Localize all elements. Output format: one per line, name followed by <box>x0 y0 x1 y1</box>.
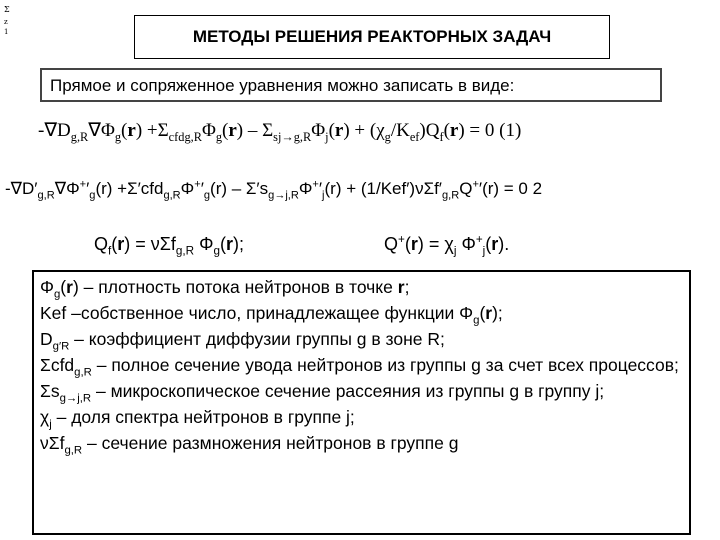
intro-text: Прямое и сопряженное уравнения можно записать в виде: <box>40 68 662 102</box>
definition-kef: Kef –собственное число, принадлежащее функции $\Phi_g(r)$; <box>40 303 503 327</box>
page-title: МЕТОДЫ РЕШЕНИЯ РЕАКТОРНЫХ ЗАДАЧ <box>134 15 610 59</box>
equation-number-1: (1) <box>499 120 522 141</box>
equation-direct: $-\nabla D_{g,R}\nabla\Phi_g(r) +\Sigma_{cfdg,R}\Phi_g(r) - \Sigma_{sj\to g,R}\Phi_j(r) + (\chi_g/K_{ef})Q_f(r) = 0$ (1) <box>38 120 522 144</box>
definition-scattering: $\Sigma s_{g\to j,R}$ – микроскопическое сечение рассеяния из группы g в группу j; <box>40 381 605 405</box>
definition-diffusion: $D_{g'R}$ – коэффициент диффузии группы g в зоне R; <box>40 329 445 353</box>
corner-mark <box>2 2 16 42</box>
definition-spectrum: $\chi_j$ – доля спектра нейтронов в группе j; <box>40 407 355 431</box>
svg-text:Σ: Σ <box>4 5 10 14</box>
definition-removal: Σcfd$_{g,R}$ – полное сечение увода нейтронов из группы g за счет всех процессов; <box>40 355 679 379</box>
definition-fission: νΣf$_{g,R}$ – сечение размножения нейтронов в группе g <box>40 433 459 457</box>
svg-text:1: 1 <box>4 28 9 36</box>
equation-number-2: 2 <box>532 179 543 198</box>
definition-flux: $\Phi_g(r)$ – плотность потока нейтронов в точке r; <box>40 277 410 301</box>
fission-source: $Q_f(r) = \nu\Sigma f_{g,R}$ $\Phi_g(r)$; <box>94 234 245 258</box>
equation-adjoint: $-\nabla D'_{g,R}\nabla\Phi^+'_g(r) +\Sigma'cfd_{g,R}\Phi^+'_g(r) - \Sigma's_{g\to j,R}\Phi^+'_j(r) + (1/Kef')\nu\Sigma f'_{g,R}Q^+'(r) = 0$ 2 <box>5 178 543 202</box>
equation-sources <box>94 233 694 258</box>
svg-text:z: z <box>4 18 8 26</box>
definitions-box <box>32 270 691 535</box>
adjoint-source: $Q^+(r) = \chi_j$ $\Phi^+_j(r)$. <box>384 233 510 258</box>
